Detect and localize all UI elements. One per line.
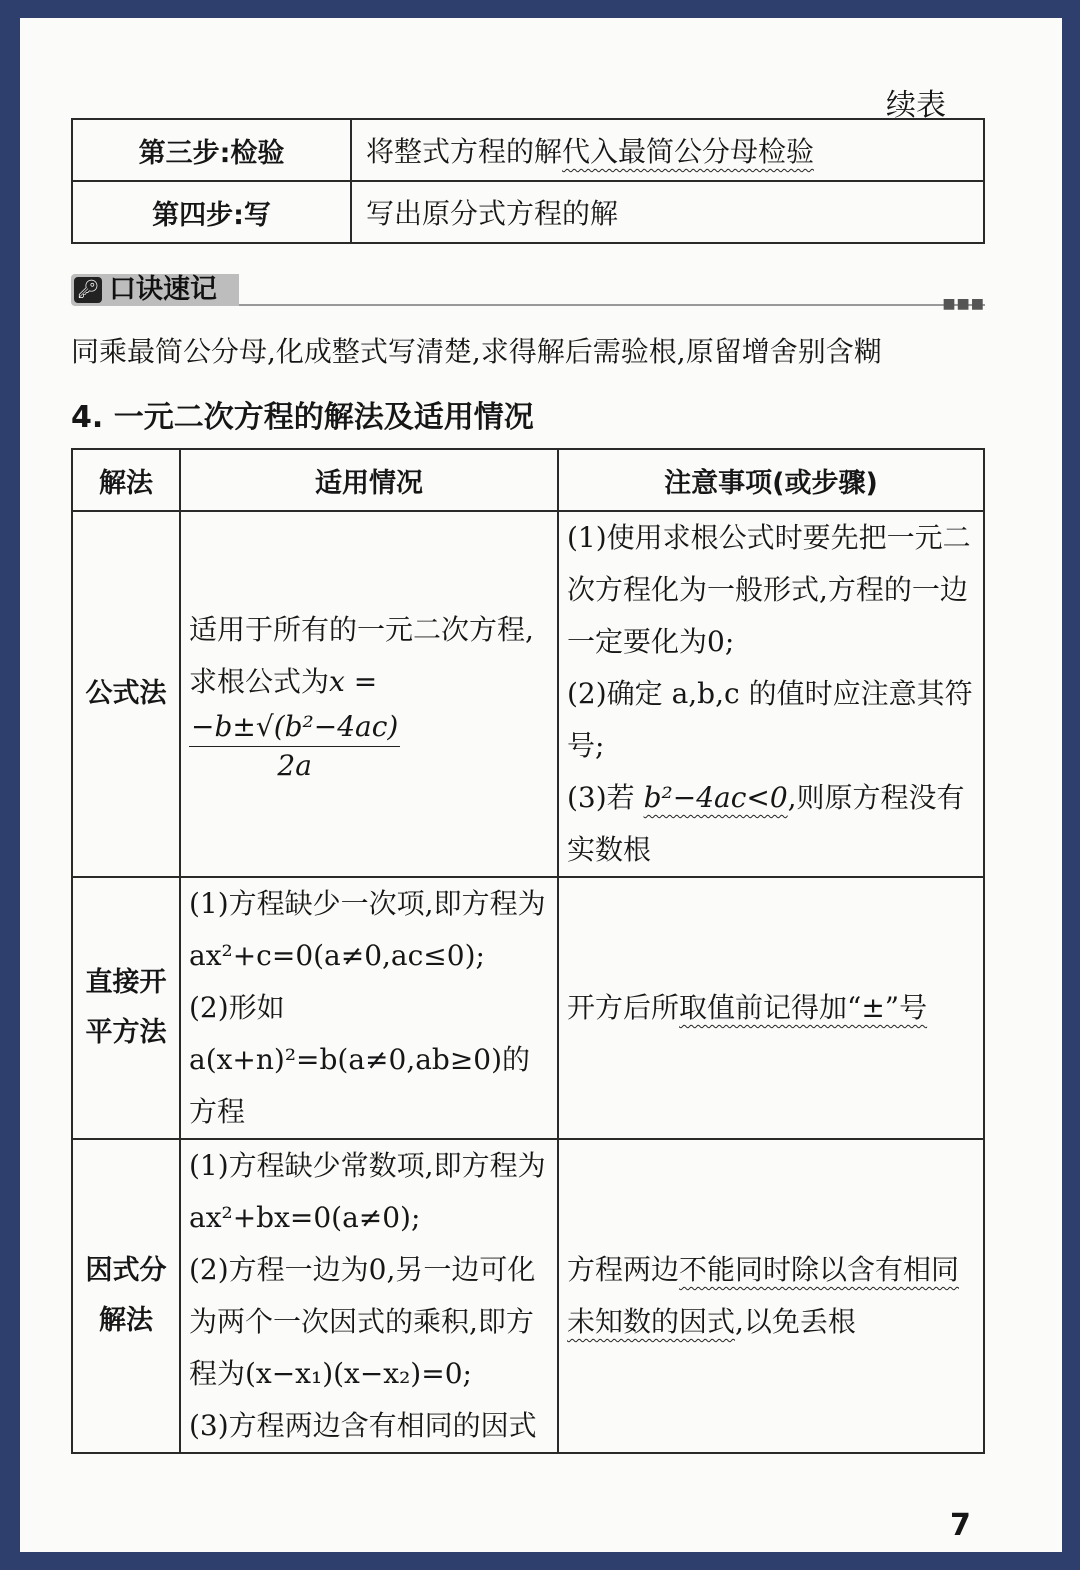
table-row bbox=[72, 181, 984, 243]
method-name: 因式分解法 bbox=[72, 1139, 180, 1453]
formula-numerator: −b±√(b²−4ac) bbox=[189, 708, 400, 747]
usage-line: (2)方程一边为0,另一边可化为两个一次因式的乘积,即方程为(x−x₁)(x−x₂)=0; bbox=[189, 1253, 536, 1390]
usage-cell bbox=[180, 1139, 558, 1453]
step-name: 第三步:检验 bbox=[72, 119, 351, 181]
formula-line: 求根公式为x = $\frac{\text{−b±√(b²−4ac)}}{2a}$ bbox=[189, 656, 551, 785]
formula-denominator: 2a bbox=[277, 748, 312, 782]
divider bbox=[239, 304, 985, 306]
note-item: (3)若 b²−4ac<0,则原方程没有实数根 bbox=[567, 781, 965, 866]
wavy-emphasis: b²−4ac<0 bbox=[643, 781, 788, 814]
page-number: 7 bbox=[950, 1508, 971, 1543]
table-row bbox=[72, 1139, 984, 1453]
table-row bbox=[72, 877, 984, 1139]
table-header-row bbox=[72, 449, 984, 511]
note-item: (2)确定 a,b,c 的值时应注意其符号; bbox=[567, 677, 973, 762]
step-description: 写出原分式方程的解 bbox=[351, 181, 984, 243]
notes-cell: 开方后所取值前记得加“±”号 bbox=[558, 877, 984, 1139]
mnemonic-header bbox=[71, 274, 985, 312]
section-title: 4. 一元二次方程的解法及适用情况 bbox=[71, 400, 534, 435]
mnemonic-label: 口诀速记 bbox=[109, 274, 217, 305]
wavy-emphasis: 不能同时除以含有相同未知数的因式 bbox=[567, 1253, 960, 1338]
usage-cell bbox=[180, 877, 558, 1139]
usage-line: (2)形如 a(x+n)²=b(a≠0,ab≥0)的方程 bbox=[189, 991, 531, 1128]
method-name: 直接开平方法 bbox=[72, 877, 180, 1139]
usage-line: (3)方程两边含有相同的因式 bbox=[189, 1409, 537, 1442]
key-icon: 🔑︎ bbox=[74, 277, 102, 303]
mnemonic-text: 同乘最简公分母,化成整式写清楚,求得解后需验根,原留增舍别含糊 bbox=[71, 335, 882, 368]
methods-table bbox=[71, 448, 985, 1454]
usage-cell bbox=[180, 511, 558, 877]
usage-line: (1)方程缺少一次项,即方程为 ax²+c=0(a≠0,ac≤0); bbox=[189, 887, 546, 972]
column-header: 注意事项(或步骤) bbox=[558, 449, 984, 511]
note-item: (1)使用求根公式时要先把一元二次方程化为一般形式,方程的一边一定要化为0; bbox=[567, 521, 971, 658]
wavy-emphasis: 代入最简公分母检验 bbox=[562, 135, 815, 168]
steps-table bbox=[71, 118, 985, 244]
table-row bbox=[72, 511, 984, 877]
wavy-emphasis: 取值前记得加“±”号 bbox=[679, 991, 928, 1024]
quadratic-formula bbox=[189, 708, 400, 785]
table-row bbox=[72, 119, 984, 181]
textbook-page bbox=[20, 18, 1062, 1552]
continued-label: 续表 bbox=[886, 88, 946, 123]
column-header: 解法 bbox=[72, 449, 180, 511]
usage-line: (1)方程缺少常数项,即方程为 ax²+bx=0(a≠0); bbox=[189, 1149, 546, 1234]
step-description: 将整式方程的解代入最简公分母检验 bbox=[351, 119, 984, 181]
notes-cell: 方程两边不能同时除以含有相同未知数的因式,以免丢根 bbox=[558, 1139, 984, 1453]
notes-cell bbox=[558, 511, 984, 877]
method-name: 公式法 bbox=[72, 511, 180, 877]
formula-lhs: x = bbox=[329, 664, 378, 698]
step-name: 第四步:写 bbox=[72, 181, 351, 243]
column-header: 适用情况 bbox=[180, 449, 558, 511]
usage-line: 适用于所有的一元二次方程, bbox=[189, 612, 534, 646]
dots-decoration: ■■■ bbox=[942, 296, 985, 312]
